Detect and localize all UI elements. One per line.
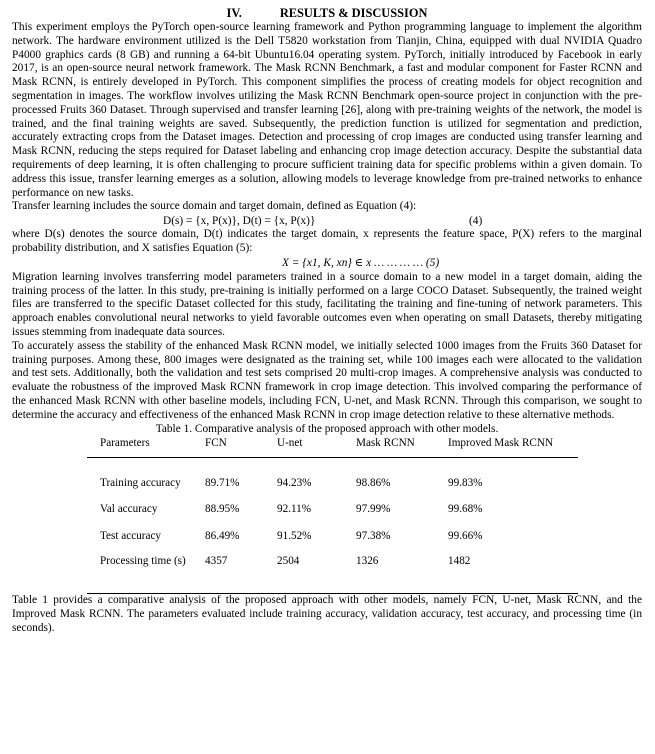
table-cell: Training accuracy	[100, 476, 181, 489]
table-cell: 97.38%	[356, 529, 391, 542]
table-cell: 86.49%	[205, 529, 240, 542]
table-cell: 97.99%	[356, 503, 391, 516]
paragraph-implementation: This experiment employs the PyTorch open-source learning framework and Python programming language to implement the algorithm network. The hardware environment utilized is the Dell T5820 workstation from Tianjin, China, equipped with dual NVIDIA Quadro P4000 graphics cards (8 GB) and running a 64-bit Ubuntu16.04 operating system. PyTorch, initially introduced by Facebook in early 2017, is an open-source neural network framework. The Mask RCNN Benchmark, a fast and modular component for Faster RCNN and Mask RCNN, is entirely developed in PyTorch. This component simplifies the process of creating models for object recognition and segmentation in images. The workflow involves utilizing the Mask RCNN Benchmark open-source project in conjunction with the pre-processed Fruits 360 Dataset. Through supervised and transfer learning [26], along with pre-training weights of the network, the model is trained, and the final training weights are saved. Subsequently, the prediction function is utilized for segmentation and prediction, accurately extracting crops from the Dataset images. Detection and processing of crop images are conducted using transfer learning and Mask RCNN, reducing the steps required for Dataset labeling and enhancing crop image detection accuracy. Despite the substantial data requirements of deep learning, it is often challenging to procure sufficient training data for specific problems within a given domain. To address this issue, transfer learning emerges as a solution, allowing models to leverage knowledge from pre-trained networks to enhance performance on new tasks.	[12, 21, 642, 199]
column-header: FCN	[205, 436, 277, 458]
table-cell: 99.66%	[448, 529, 483, 542]
paper-page	[12, 6, 642, 635]
table-row	[87, 549, 578, 594]
paragraph-domain-definitions: where D(s) denotes the source domain, D(t) indicates the target domain, x represents the feature space, P(X) refers to the marginal probability distribution, and X satisfies Equation (5):	[12, 228, 642, 254]
table-cell: 99.83%	[448, 476, 483, 489]
column-header: Mask RCNN	[356, 436, 448, 458]
paragraph-transfer-intro: Transfer learning includes the source domain and target domain, defined as Equation (4):	[12, 200, 417, 213]
table-cell: 92.11%	[277, 503, 312, 516]
table-cell: 91.52%	[277, 529, 312, 542]
equation-5	[12, 256, 642, 271]
column-header: Improved Mask RCNN	[448, 436, 578, 458]
table-cell: 4357	[205, 549, 277, 594]
section-heading	[12, 6, 642, 21]
table-cell: 89.71%	[205, 476, 240, 489]
equation-4-number: (4)	[469, 215, 483, 228]
table-cell: Val accuracy	[100, 503, 158, 516]
table-cell: 94.23%	[277, 476, 312, 489]
table-cell: 98.86%	[356, 476, 391, 489]
section-title: RESULTS & DISCUSSION	[279, 6, 428, 20]
table-cell: 88.95%	[205, 503, 240, 516]
column-header: U-net	[277, 436, 356, 458]
comparison-table	[87, 436, 578, 595]
table-cell: Processing time (s)	[87, 549, 205, 594]
table-header-row	[87, 436, 578, 458]
paragraph-experiment-setup: To accurately assess the stability of the enhanced Mask RCNN model, we initially selected 1000 images from the Fruits 360 Dataset for training purposes. Among these, 800 images were designated as the training set, while 100 images each were allocated to the validation and test sets. Additionally, both the validation and test sets comprised 20 multi-crop images. A comprehensive analysis was conducted to evaluate the robustness of the improved Mask RCNN framework in crop image detection. This involved comparing the performance of the enhanced Mask RCNN with other baseline models, including FCN, U-net, and Mask RCNN. Through this comparison, we sought to determine the accuracy and effectiveness of the enhanced Mask RCNN in crop image detection relative to these alternative methods.	[12, 339, 642, 421]
table-row	[87, 496, 578, 523]
table-cell: 99.68%	[448, 503, 483, 516]
paragraph-table-summary: Table 1 provides a comparative analysis of the proposed approach with other models, namely FCN, U-net, Mask RCNN, and the Improved Mask RCNN. The parameters evaluated include training accuracy, validation accuracy, test accuracy, and processing time (in seconds).	[12, 594, 642, 634]
section-number: IV.	[226, 6, 242, 20]
column-header: Parameters	[87, 436, 205, 458]
paragraph-migration-learning: Migration learning involves transferring model parameters trained in a source domain to a new model in a target domain, aiding the training process of the latter. In this study, pre-training is initially performed on a large COCO Dataset. Subsequently, the trained weight files are transferred to the specific Dataset collected for this study, facilitating the training and fine-tuning of network parameters. This approach enables convolutional neural networks to yield favorable outcomes even when operating on small Datasets, thereby mitigating issues stemming from inadequate data sources.	[12, 270, 642, 338]
equation-5-expression: X = {x1, K, xn} ∈ x … … … … (5)	[282, 256, 440, 269]
table-cell: 1326	[356, 549, 448, 594]
equation-4	[12, 214, 642, 228]
table-cell: Test accuracy	[100, 529, 162, 542]
equation-4-expression: D(s) = {x, P(x)}, D(t) = {x, P(x)}	[163, 215, 316, 228]
table-row	[87, 457, 578, 496]
table-caption: Table 1. Comparative analysis of the proposed approach with other models.	[155, 422, 499, 435]
table-row	[87, 523, 578, 550]
table-cell: 2504	[277, 549, 356, 594]
table-cell: 1482	[448, 549, 578, 594]
